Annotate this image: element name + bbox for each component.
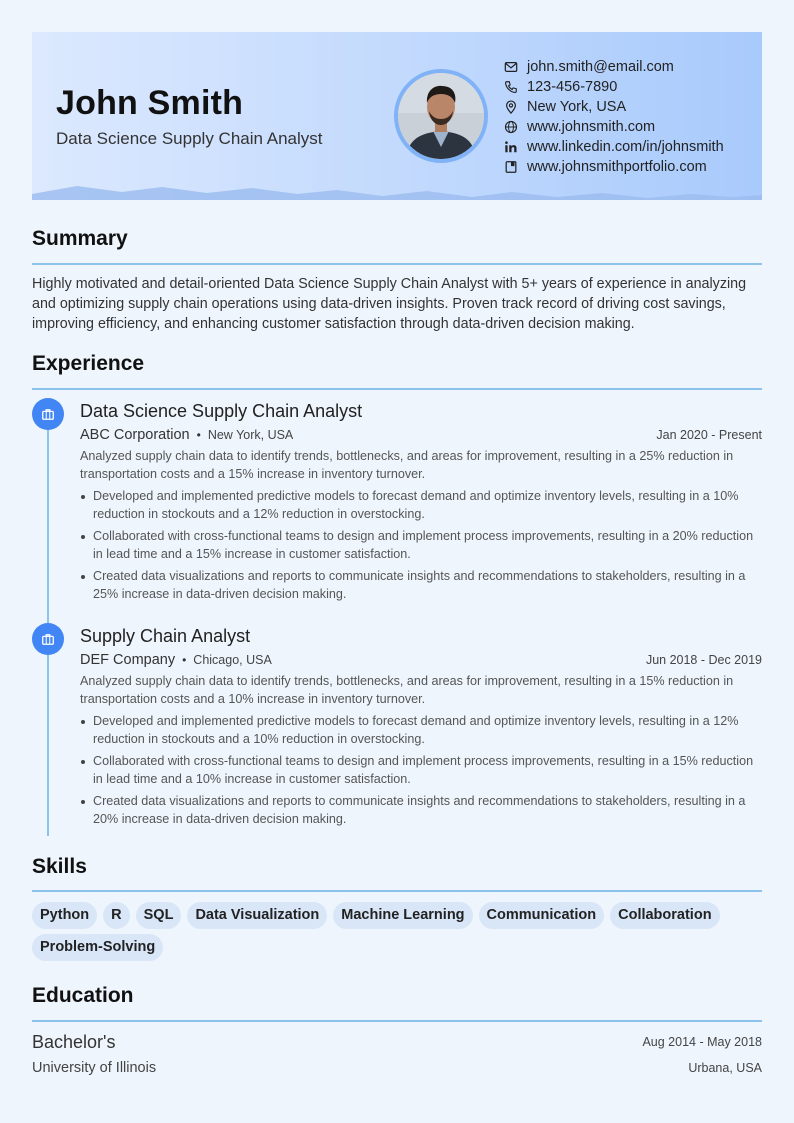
skills-divider — [32, 890, 762, 892]
candidate-role: Data Science Supply Chain Analyst — [56, 129, 323, 148]
contact-portfolio-text: www.johnsmithportfolio.com — [527, 159, 707, 175]
contact-location — [504, 97, 724, 117]
skills-list — [32, 902, 762, 966]
job-bullets — [80, 712, 762, 828]
globe-icon — [504, 119, 527, 135]
avatar — [394, 69, 488, 163]
experience-divider — [32, 388, 762, 390]
summary-text: Highly motivated and detail-oriented Data Science Supply Chain Analyst with 5+ years of experience in analyzing and optimizing supply chain operations using data-driven insights. Proven track record of driving cost savings, improving efficiency, and enhancing customer satisfaction through data-driven decision making. — [32, 276, 747, 332]
briefcase-icon — [41, 407, 55, 421]
phone-icon — [504, 79, 527, 95]
resume-header — [32, 32, 762, 200]
education-dates: Aug 2014 - May 2018 — [642, 1035, 762, 1049]
skill-chip: Data Visualization — [187, 902, 327, 929]
job-dates: Jan 2020 - Present — [656, 428, 762, 442]
skill-chip: SQL — [136, 902, 182, 929]
job-bullet: Collaborated with cross-functional teams to design and implement process improvements, resulting in a 20% reduction in lead time and a 15% increase in customer satisfaction. — [80, 527, 762, 563]
job-title: Data Science Supply Chain Analyst — [80, 401, 363, 421]
job-bullet: Created data visualizations and reports to communicate insights and recommendations to stakeholders, resulting in a 25% increase in data-driven decision making. — [80, 567, 762, 603]
experience-heading: Experience — [32, 352, 145, 375]
education-heading: Education — [32, 984, 134, 1007]
contact-email[interactable] — [504, 57, 724, 77]
job-meta — [80, 649, 762, 671]
job-title: Supply Chain Analyst — [80, 626, 251, 646]
contact-linkedin-text: www.linkedin.com/in/johnsmith — [527, 139, 724, 155]
candidate-name: John Smith — [56, 84, 244, 122]
skill-chip: Problem-Solving — [32, 934, 163, 961]
job-entry — [80, 398, 762, 607]
job-bullet: Collaborated with cross-functional teams to design and implement process improvements, resulting in a 15% reduction in lead time and a 10% increase in customer satisfaction. — [80, 752, 762, 788]
contact-email-text: john.smith@email.com — [527, 59, 674, 75]
contact-phone-text: 123-456-7890 — [527, 79, 618, 95]
briefcase-icon — [41, 632, 55, 646]
contact-phone[interactable] — [504, 77, 724, 97]
summary-divider — [32, 263, 762, 265]
job-meta — [80, 424, 762, 446]
job-bullet: Created data visualizations and reports to communicate insights and recommendations to stakeholders, resulting in a 20% increase in data-driven decision making. — [80, 792, 762, 828]
job-entry — [80, 623, 762, 832]
education-degree: Bachelor's — [32, 1032, 116, 1052]
summary-heading: Summary — [32, 227, 128, 250]
separator-dot: • — [182, 653, 187, 667]
contact-website-text: www.johnsmith.com — [527, 119, 656, 135]
education-location: Urbana, USA — [688, 1061, 762, 1075]
job-dates: Jun 2018 - Dec 2019 — [645, 653, 762, 667]
contact-website[interactable] — [504, 117, 724, 137]
job-marker — [32, 623, 64, 655]
linkedin-icon — [504, 139, 527, 155]
job-company: DEF Company — [80, 652, 176, 668]
separator-dot: • — [196, 428, 201, 442]
mail-icon — [504, 59, 527, 75]
contact-list — [504, 57, 724, 177]
skill-chip: Communication — [479, 902, 605, 929]
contact-location-text: New York, USA — [527, 99, 627, 115]
contact-linkedin[interactable] — [504, 137, 724, 157]
contact-portfolio[interactable] — [504, 157, 724, 177]
skill-chip: Collaboration — [610, 902, 719, 929]
location-pin-icon — [504, 99, 527, 115]
education-divider — [32, 1020, 762, 1022]
job-bullet: Developed and implemented predictive models to forecast demand and optimize inventory levels, resulting in a 10% reduction in stockouts and a 12% reduction in overstocking. — [80, 487, 762, 523]
job-description: Analyzed supply chain data to identify trends, bottlenecks, and areas for improvement, resulting in a 25% reduction in transportation costs and a 15% increase in inventory turnover. — [80, 449, 734, 481]
skill-chip: Python — [32, 902, 97, 929]
skill-chip: Machine Learning — [333, 902, 472, 929]
job-description: Analyzed supply chain data to identify trends, bottlenecks, and areas for improvement, resulting in a 15% reduction in transportation costs and a 10% increase in inventory turnover. — [80, 674, 734, 706]
job-marker — [32, 398, 64, 430]
education-school: University of Illinois — [32, 1060, 157, 1076]
portfolio-icon — [504, 159, 527, 175]
job-company: ABC Corporation — [80, 427, 190, 443]
header-wave-decoration — [32, 184, 762, 200]
skill-chip: R — [103, 902, 129, 929]
job-location: New York, USA — [207, 428, 294, 442]
job-bullet: Developed and implemented predictive models to forecast demand and optimize inventory levels, resulting in a 12% reduction in stockouts and a 10% reduction in overstocking. — [80, 712, 762, 748]
job-location: Chicago, USA — [193, 653, 272, 667]
job-bullets — [80, 487, 762, 603]
skills-heading: Skills — [32, 855, 87, 878]
